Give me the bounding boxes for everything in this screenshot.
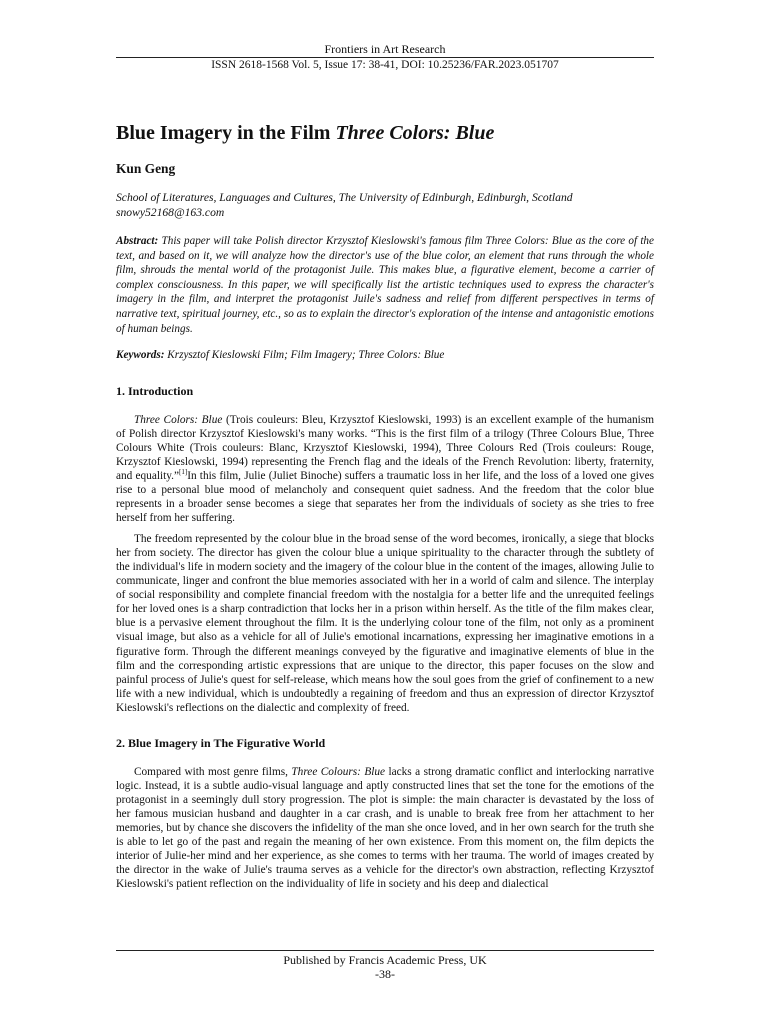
footer-rule — [116, 950, 654, 951]
page-number: -38- — [375, 967, 395, 981]
section2-paragraph-1 — [116, 765, 654, 891]
abstract-text: This paper will take Polish director Krzysztof Kieslowski's famous film Three Colors: Blue as the core of the text, and based on it, we will analyze how the director's use of the blue color, an element that runs through the whole film, shrouds the mental world of the protagonist Juile. This makes blue, a figurative element, become a carrier of complex consciousness. In this paper, we will specifically list the artistic techniques used to express the character's imagery in the film, and interpret the protagonist Juile's sadness and relief from different perspectives in terms of narrative text, spiritual journey, etc., so as to explain the director's exploration of the intense and antagonistic emotions of human beings. — [116, 235, 654, 335]
author-name: Kun Geng — [116, 161, 176, 176]
s2-p1-text-b: lacks a strong dramatic conflict and interlocking narrative logic. Instead, it is a subtle audio-visual language and aptly constructed lines that set the tone for the emotions of the protagonist in a seemingly dull story progression. The plot is simple: the main character is devastated by the loss of her famous musician husband and daughter in a car crash, and is unable to break free from her attachment to her memories, but by chance she discovers the infidelity of the man she once loved, and in her own search for the truth she is able to let go of the past and regain the meaning of her own existence. From this moment on, the film depicts the interior of Julie-her mind and her experience, as she comes to terms with her trauma. The world of images created by the director in the wake of Julie's trauma serves as a vehicle for the director's own abstraction, reflecting Krzysztof Kieslowski's patient reflection on the individuality of life in society and his deep and dialectical — [116, 765, 654, 891]
page-footer — [116, 950, 654, 981]
citation-ref[interactable]: [1] — [179, 468, 188, 477]
affiliation-block — [116, 191, 654, 220]
journal-name: Frontiers in Art Research — [324, 42, 446, 56]
intro-paragraph-1 — [116, 413, 654, 525]
keywords-label: Keywords: — [116, 349, 165, 362]
title-main: Blue Imagery in the Film — [116, 122, 336, 144]
running-header — [116, 42, 654, 72]
section-heading-figurative: 2. Blue Imagery in The Figurative World — [116, 735, 326, 750]
issn-line: ISSN 2618-1568 Vol. 5, Issue 17: 38-41, DOI: 10.25236/FAR.2023.051707 — [211, 59, 559, 71]
title-film-name: Three Colors: Blue — [335, 122, 495, 144]
publisher-line: Published by Francis Academic Press, UK — [283, 953, 487, 967]
s2-p1-text-a: Compared with most genre films, — [134, 765, 292, 778]
affiliation: School of Literatures, Languages and Cultures, The University of Edinburgh, Edinburgh, Scotland — [116, 191, 573, 204]
keywords-text: Krzysztof Kieslowski Film; Film Imagery; Three Colors: Blue — [164, 349, 445, 362]
abstract — [116, 234, 654, 336]
intro-p1-text-a: (Trois couleurs: Bleu, Krzysztof Kieslowski, 1993) is an excellent example of the humanism of Polish director Krzysztof Kieslowski's many works. “This is the first film of a trilogy (Three Colours Blue, Three Colours White (Trois couleurs: Blanc, Krzysztof Kieslowski, 1994), Three Colours Red (Trois couleurs: Rouge, Krzysztof Kieslowski, 1994) representing the French flag and the ideals of the French Revolution: liberty, fraternity, and equality.” — [116, 413, 655, 482]
author-email: snowy52168@163.com — [116, 205, 225, 219]
film-title-italic: Three Colours: Blue — [291, 765, 386, 778]
section-heading-introduction: 1. Introduction — [116, 383, 194, 398]
intro-p1-text-b: In this film, Julie (Juliet Binoche) suffers a traumatic loss in her life, and the loss of a loved one gives rise to a personal blue mood of melancholy and consequent quiet sadness. And the freedom that the color blue represents in a broader sense becomes a siege that separates her from the individuals of society as she tries to free herself from her suffering. — [116, 469, 654, 525]
film-title-italic: Three Colors: Blue — [134, 413, 223, 426]
article-title — [116, 121, 654, 145]
paper-page — [116, 0, 654, 891]
intro-paragraph-2: The freedom represented by the colour blue in the broad sense of the word becomes, ironically, a siege that blocks her from society. The director has given the colour blue a unique spirituality to the character through the subtlety of the individual's life in modern society and the imagery of the colour blue in the content of the images, allowing Julie to communicate, linger and confront the blue memories associated with her in a world of calm and silence. The interplay of social responsibility and complete financial freedom with the nostalgia for a better life and the unrequited feelings for her loved ones is a sharp contradiction that locks her in a prison within herself. As the title of the film makes clear, blue is a pervasive element throughout the film. It is the underlying colour tone of the film, not only as a prominent visual image, but also as a vehicle for all of Julie's emotional incarnations, expressing her imaginative emotions in a figurative form. Through the different meanings conveyed by the figurative and imaginative elements of blue in the film and the corresponding artistic expressions that are unique to the director, this paper focuses on the slow and painful process of Julie's quest for self-release, which means how the soul goes from the grief of confinement to a new life with a new individual, which is undoubtedly a regaining of freedom and thus an expression of director Krzysztof Kieslowski's reflections on the dialectic and complexity of freed. — [116, 533, 654, 714]
abstract-label: Abstract: — [116, 235, 159, 247]
keywords — [116, 348, 654, 363]
